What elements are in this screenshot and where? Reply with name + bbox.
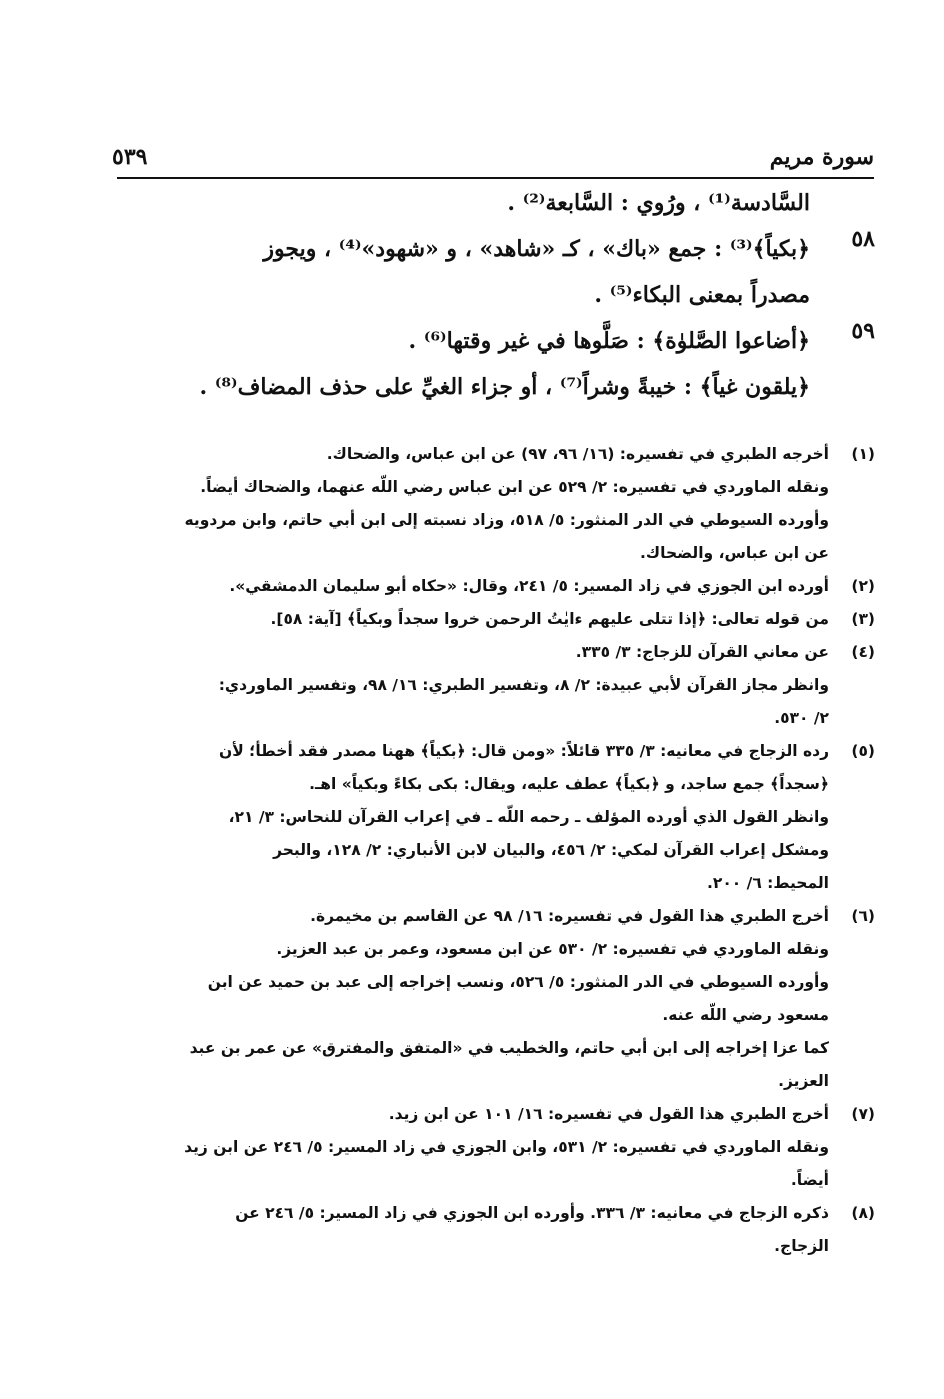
footnote-line: عن معاني القرآن للزجاج: ٣/ ٣٣٥. — [575, 643, 829, 661]
continuation-block — [120, 180, 875, 226]
running-header — [112, 140, 874, 170]
footnotes — [120, 438, 875, 1263]
footnote — [120, 438, 875, 570]
footnote-line: مسعود رضي اللّه عنه. — [662, 1006, 829, 1024]
verse-line: ﴿أضاعوا الصَّلوٰة﴾ : صَلَّوها في غير وقتها⁽⁶⁾ . — [408, 328, 810, 354]
verse-entry — [120, 318, 875, 410]
footnote-line: كما عزا إخراجه إلى ابن أبي حاتم، والخطيب في «المتفق والمفترق» عن عمر بن عبد — [189, 1039, 829, 1057]
verse-line: مصدراً بمعنى البكاء⁽⁵⁾ . — [594, 282, 810, 308]
footnote-line: ﴿سجداً﴾ جمع ساجد، و ﴿بكياً﴾ عطف عليه، ويقال: بكى بكاءً وبكياً» اهـ. — [309, 775, 829, 793]
footnote — [120, 1098, 875, 1197]
footnote — [120, 900, 875, 1098]
footnote — [120, 603, 875, 636]
footnote-line: ٢/ ٥٣٠. — [774, 709, 829, 727]
verse-line: ﴿يلقون غياً﴾ : خيبةً وشراً⁽⁷⁾ ، أو جزاء الغيِّ على حذف المضاف⁽⁸⁾ . — [199, 374, 810, 400]
footnote — [120, 570, 875, 603]
footnote-line: ومشكل إعراب القرآن لمكي: ٢/ ٤٥٦، والبيان لابن الأنباري: ٢/ ١٢٨، والبحر — [273, 841, 829, 859]
footnote-line: ونقله الماوردي في تفسيره: ٢/ ٥٢٩ عن ابن عباس رضي اللّه عنهما، والضحاك أيضاً. — [200, 478, 829, 496]
footnote-number: (٢) — [851, 577, 875, 595]
main-text — [120, 180, 875, 410]
footnote-line: أورده ابن الجوزي في زاد المسير: ٥/ ٢٤١، وقال: «حكاه أبو سليمان الدمشقي». — [229, 577, 829, 595]
verse-entry — [120, 226, 875, 318]
footnote — [120, 636, 875, 735]
footnote-number: (١) — [851, 445, 875, 463]
page-number: ٥٣٩ — [112, 144, 148, 170]
footnote-line: الزجاج. — [774, 1237, 829, 1255]
footnote-line: من قوله تعالى: ﴿إذا تتلى عليهم ءايٰتُ الرحمن خروا سجداً وبكياً﴾ [آية: ٥٨]. — [270, 610, 829, 628]
footnote-line: وانظر القول الذي أورده المؤلف ـ رحمه اللّه ـ في إعراب القرآن للنحاس: ٣/ ٢١، — [228, 808, 829, 826]
footnote-number: (٦) — [851, 907, 875, 925]
footnote-line: ذكره الزجاج في معانيه: ٣/ ٣٣٦. وأورده ابن الجوزي في زاد المسير: ٥/ ٢٤٦ عن — [235, 1204, 829, 1222]
footnote-line: أيضاً. — [790, 1171, 829, 1189]
footnote — [120, 735, 875, 900]
footnote-number: (٨) — [851, 1204, 875, 1222]
footnote-line: أخرجه الطبري في تفسيره: (١٦/ ٩٦، ٩٧) عن ابن عباس، والضحاك. — [326, 445, 829, 463]
surah-title: سورة مريم — [769, 144, 874, 170]
footnote-line: أخرج الطبري هذا القول في تفسيره: ١٦/ ١٠١ عن ابن زيد. — [388, 1105, 829, 1123]
footnote — [120, 1197, 875, 1263]
footnote-line: المحيط: ٦/ ٢٠٠. — [706, 874, 829, 892]
verse-number: ٥٨ — [851, 226, 875, 252]
footnote-number: (٥) — [851, 742, 875, 760]
footnote-number: (٧) — [851, 1105, 875, 1123]
footnote-line: وانظر مجاز القرآن لأبي عبيدة: ٢/ ٨، وتفسير الطبري: ١٦/ ٩٨، وتفسير الماوردي: — [218, 676, 829, 694]
footnote-line: وأورده السيوطي في الدر المنثور: ٥/ ٥٢٦، ونسب إخراجه إلى عبد بن حميد عن ابن — [207, 973, 829, 991]
footnote-line: رده الزجاج في معانيه: ٣/ ٣٣٥ قائلاً: «ومن قال: ﴿بكياً﴾ ههنا مصدر فقد أخطأ؛ لأن — [219, 742, 829, 760]
continuation-line: السَّادسة⁽¹⁾ ، ورُوي : السَّابعة⁽²⁾ . — [507, 190, 810, 216]
header-rule — [117, 177, 874, 179]
footnote-line: العزيز. — [778, 1072, 829, 1090]
footnote-line: ونقله الماوردي في تفسيره: ٢/ ٥٣١، وابن الجوزي في زاد المسير: ٥/ ٢٤٦ عن ابن زيد — [184, 1138, 829, 1156]
verse-number: ٥٩ — [851, 318, 875, 344]
footnote-line: عن ابن عباس، والضحاك. — [640, 544, 829, 562]
footnote-line: أخرج الطبري هذا القول في تفسيره: ١٦/ ٩٨ عن القاسم بن مخيمرة. — [310, 907, 829, 925]
footnote-number: (٣) — [851, 610, 875, 628]
footnote-line: وأورده السيوطي في الدر المنثور: ٥/ ٥١٨، وزاد نسبته إلى ابن أبي حاتم، وابن مردويه — [184, 511, 829, 529]
verse-line: ﴿بكياً﴾⁽³⁾ : جمع «باك» ، كـ «شاهد» ، و «شهود»⁽⁴⁾ ، ويجوز — [263, 236, 810, 262]
footnote-number: (٤) — [851, 643, 875, 661]
footnote-line: ونقله الماوردي في تفسيره: ٢/ ٥٣٠ عن ابن مسعود، وعمر بن عبد العزيز. — [276, 940, 829, 958]
